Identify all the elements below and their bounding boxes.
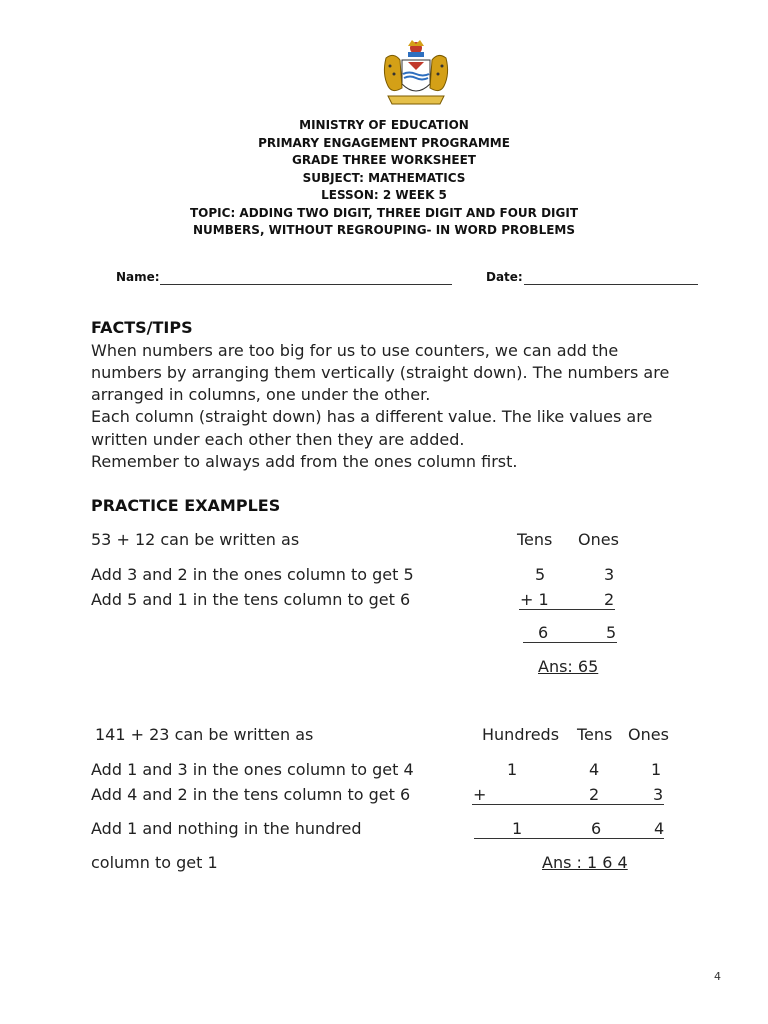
example2-col-ones: Ones bbox=[628, 725, 669, 744]
example1-sum-ones: 5 bbox=[606, 623, 617, 642]
facts-heading: FACTS/TIPS bbox=[91, 318, 193, 337]
example1-r2-ones: 2 bbox=[604, 590, 615, 609]
example2-step: Add 1 and 3 in the ones column to get 4 bbox=[91, 760, 414, 779]
example1-intro: 53 + 12 can be written as bbox=[91, 530, 300, 549]
example1-col-tens: Tens bbox=[517, 530, 553, 549]
header-ministry: MINISTRY OF EDUCATION bbox=[299, 118, 469, 132]
header-topic: TOPIC: ADDING TWO DIGIT, THREE DIGIT AND FOUR DIGIT bbox=[189, 206, 579, 220]
name-label: Name: bbox=[116, 270, 160, 284]
example2-plus-sign: + bbox=[473, 785, 487, 804]
example1-r2-tens: + 1 bbox=[520, 590, 549, 609]
header-topic-cont: NUMBERS, WITHOUT REGROUPING- IN WORD PROBLEMS bbox=[192, 223, 576, 237]
example1-step: Add 3 and 2 in the ones column to get 5 bbox=[91, 565, 414, 584]
example2-r2-ones: 3 bbox=[653, 785, 664, 804]
page-number: 4 bbox=[714, 970, 721, 983]
date-field[interactable] bbox=[524, 284, 698, 285]
example1-r1-tens: 5 bbox=[535, 565, 546, 584]
example1-sum-rule bbox=[523, 642, 617, 643]
facts-line: numbers by arranging them vertically (straight down). The numbers are bbox=[91, 363, 670, 382]
example1-col-ones: Ones bbox=[578, 530, 619, 549]
facts-line: Remember to always add from the ones column first. bbox=[91, 452, 518, 471]
example2-addend-rule bbox=[472, 804, 664, 805]
example2-r2-tens: 2 bbox=[589, 785, 600, 804]
example2-col-tens: Tens bbox=[577, 725, 613, 744]
example2-r1-hundreds: 1 bbox=[507, 760, 518, 779]
date-label: Date: bbox=[486, 270, 523, 284]
example1-r1-ones: 3 bbox=[604, 565, 615, 584]
name-field[interactable] bbox=[160, 284, 452, 285]
header-subject: SUBJECT: MATHEMATICS bbox=[302, 171, 466, 185]
example2-sum-rule bbox=[474, 838, 664, 839]
header-lesson: LESSON: 2 WEEK 5 bbox=[321, 188, 447, 202]
facts-line: written under each other then they are added. bbox=[91, 430, 465, 449]
example1-step: Add 5 and 1 in the tens column to get 6 bbox=[91, 590, 411, 609]
example2-intro: 141 + 23 can be written as bbox=[95, 725, 314, 744]
facts-line: arranged in columns, one under the other. bbox=[91, 385, 431, 404]
example2-step: column to get 1 bbox=[91, 853, 218, 872]
example2-answer: Ans : 1 6 4 bbox=[542, 853, 628, 872]
header-programme: PRIMARY ENGAGEMENT PROGRAMME bbox=[258, 136, 510, 150]
example2-r1-ones: 1 bbox=[651, 760, 662, 779]
header-worksheet: GRADE THREE WORKSHEET bbox=[292, 153, 476, 167]
example2-col-hundreds: Hundreds bbox=[482, 725, 560, 744]
example2-sum-hundreds: 1 bbox=[512, 819, 523, 838]
coat-of-arms-icon bbox=[378, 38, 454, 110]
example1-answer: Ans: 65 bbox=[538, 657, 599, 676]
example2-sum-tens: 6 bbox=[591, 819, 602, 838]
example2-r1-tens: 4 bbox=[589, 760, 600, 779]
facts-line: Each column (straight down) has a different value. The like values are bbox=[91, 407, 653, 426]
example2-step: Add 1 and nothing in the hundred bbox=[91, 819, 362, 838]
example2-sum-ones: 4 bbox=[654, 819, 665, 838]
example1-sum-tens: 6 bbox=[538, 623, 549, 642]
facts-line: When numbers are too big for us to use counters, we can add the bbox=[91, 341, 619, 360]
practice-heading: PRACTICE EXAMPLES bbox=[91, 496, 281, 515]
example2-step: Add 4 and 2 in the tens column to get 6 bbox=[91, 785, 411, 804]
example1-addend-rule bbox=[519, 609, 615, 610]
